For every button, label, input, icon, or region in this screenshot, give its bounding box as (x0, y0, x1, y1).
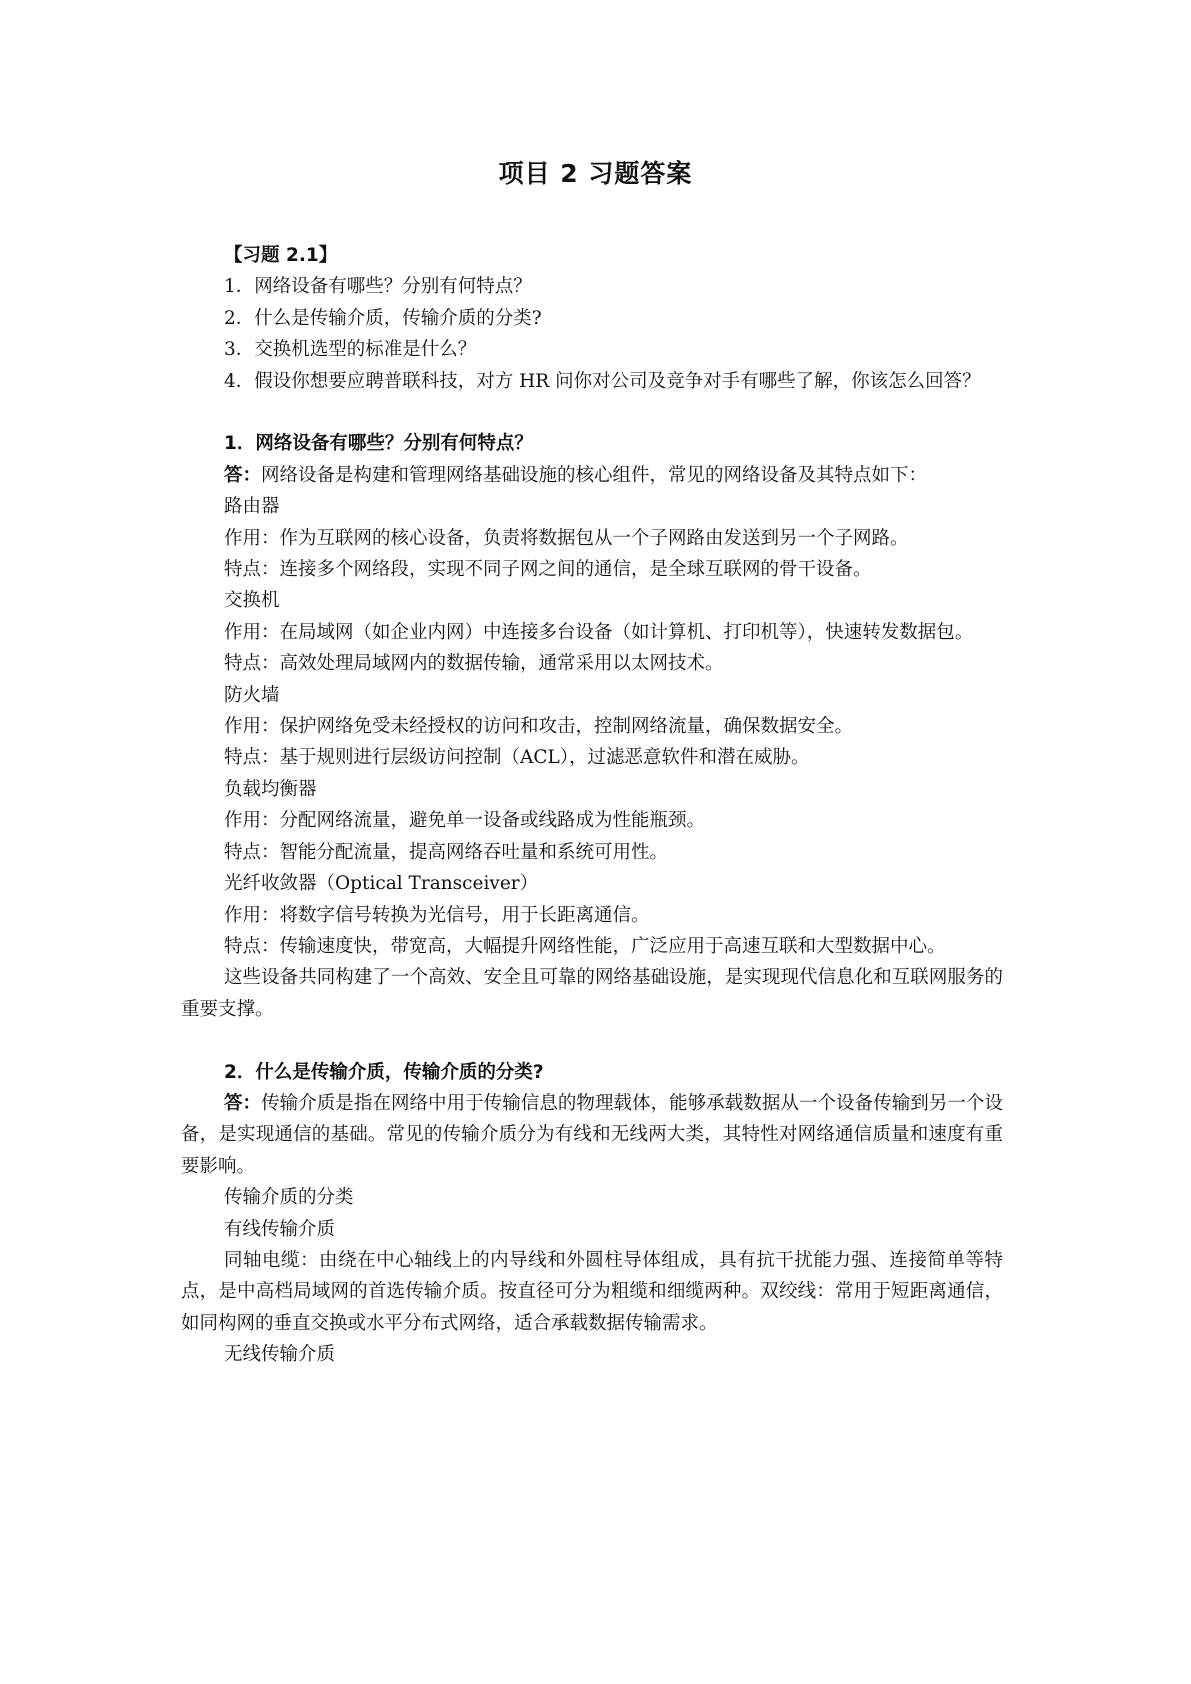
answer-1-line: 特点：传输速度快，带宽高，大幅提升网络性能，广泛应用于高速互联和大型数据中心。 (224, 935, 946, 957)
answer-1-line: 作用：保护网络免受未经授权的访问和攻击，控制网络流量，确保数据安全。 (224, 716, 854, 738)
answer-2-intro-text: 传输介质是指在网络中用于传输信息的物理载体，能够承载数据从一个设备传输到另一个设备，是实现通信的基础。常见的传输介质分为有线和无线两大类，其特性对网络通信质量和速度有重要影响。 (181, 1092, 1003, 1177)
answer-1-line: 交换机 (224, 590, 280, 612)
answer-1-line: 特点：智能分配流量，提高网络吞吐量和系统可用性。 (224, 841, 669, 863)
answer-label: 答： (224, 1092, 262, 1114)
question-item: 4．假设你想要应聘普联科技，对方 HR 问你对公司及竞争对手有哪些了解，你该怎么回答？ (224, 370, 981, 392)
answer-1-line: 路由器 (224, 496, 280, 518)
answer-1-line: 这些设备共同构建了一个高效、安全且可靠的网络基础设施，是实现现代信息化和互联网服务的重要支撑。 (181, 967, 1003, 1020)
answer-1-line: 光纤收敛器（Optical Transceiver） (224, 873, 539, 895)
answer-1-line: 作用：作为互联网的核心设备，负责将数据包从一个子网路由发送到另一个子网路。 (224, 527, 909, 549)
answer-1-heading: 1．网络设备有哪些？分别有何特点？ (224, 433, 533, 455)
answer-2-line: 有线传输介质 (224, 1218, 336, 1240)
answer-1-line: 作用：在局域网（如企业内网）中连接多台设备（如计算机、打印机等），快速转发数据包。 (224, 621, 974, 643)
spacer (181, 397, 1003, 428)
answer-1-line: 作用：将数字信号转换为光信号，用于长距离通信。 (224, 904, 650, 926)
answer-1-intro-text: 网络设备是构建和管理网络基础设施的核心组件，常见的网络设备及其特点如下： (261, 464, 928, 486)
answer-1-line: 特点：基于规则进行层级访问控制（ACL），过滤恶意软件和潜在威胁。 (224, 747, 810, 769)
answer-2-heading: 2．什么是传输介质，传输介质的分类? (224, 1061, 544, 1083)
answer-1-line: 作用：分配网络流量，避免单一设备或线路成为性能瓶颈。 (224, 810, 706, 832)
answer-1-line: 特点：连接多个网络段，实现不同子网之间的通信，是全球互联网的骨干设备。 (224, 559, 872, 581)
answer-1-line: 防火墙 (224, 684, 280, 706)
answer-1-intro (181, 460, 1003, 491)
answer-2-line: 无线传输介质 (224, 1344, 336, 1366)
answer-1-line: 负载均衡器 (224, 778, 317, 800)
question-item: 2．什么是传输介质，传输介质的分类? (224, 307, 542, 329)
answer-2-line: 同轴电缆：由绕在中心轴线上的内导线和外圆柱导体组成，具有抗干扰能力强、连接简单等特点，是中高档局域网的首选传输介质。按直径可分为粗缆和细缆两种。双绞线：常用于短距离通信，如同构网的垂直交换或水平分布式网络，适合承载数据传输需求。 (181, 1249, 1003, 1334)
document-body (181, 240, 1003, 1371)
question-item: 1．网络设备有哪些？分别有何特点？ (224, 276, 532, 298)
question-item: 3．交换机选型的标准是什么？ (224, 339, 477, 361)
spacer (181, 1025, 1003, 1056)
answer-label: 答： (224, 464, 262, 486)
answer-2-intro (181, 1088, 1003, 1182)
page-title: 项目 2 习题答案 (498, 159, 693, 188)
answer-2-line: 传输介质的分类 (224, 1187, 354, 1209)
exercise-heading: 【习题 2.1】 (224, 245, 338, 266)
answer-1-line: 特点：高效处理局域网内的数据传输，通常采用以太网技术。 (224, 653, 724, 675)
